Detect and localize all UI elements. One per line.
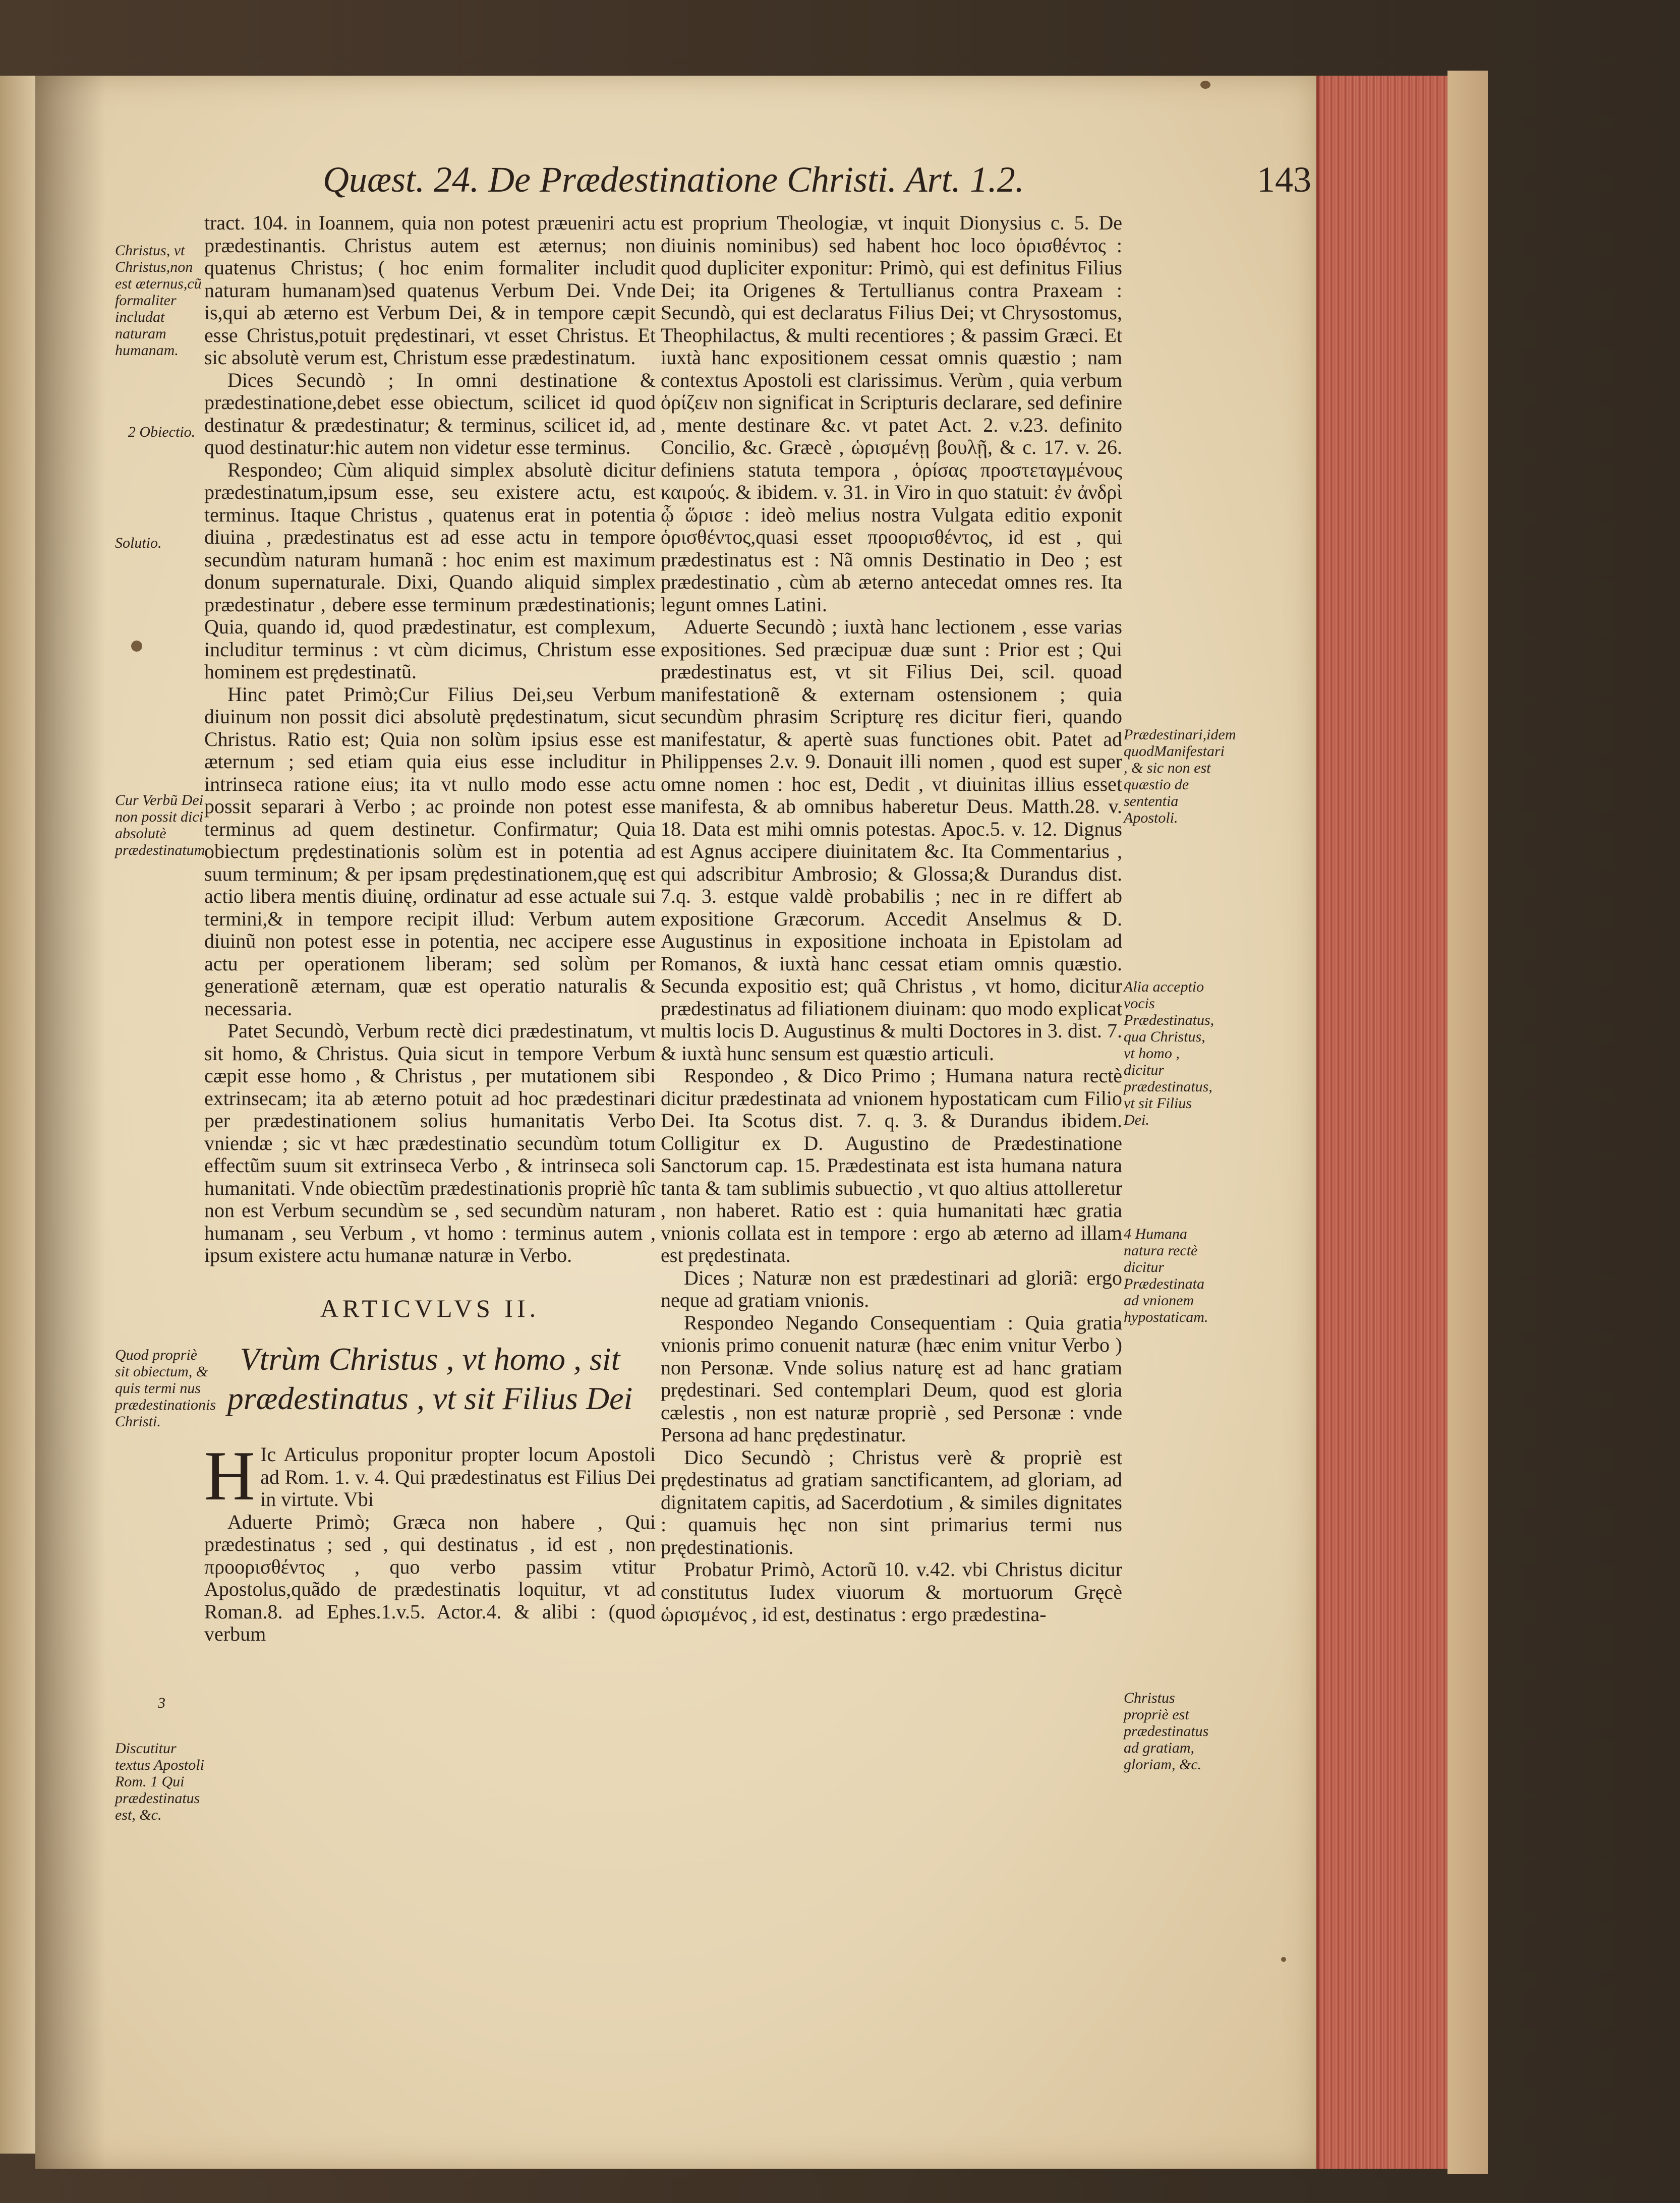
book-cover-edge — [1447, 71, 1488, 2174]
left-text-column — [204, 212, 656, 1646]
running-title: Quæst. 24. De Prædestinatione Christi. Art. 1.2. — [323, 159, 1024, 200]
paragraph: Dico Secundò ; Christus verè & propriè est prędestinatus ad gratiam sanctificantem, ad gloriam, ad dignitatem capitis, ad Sacerdotium , & similes dignitates : quamuis hęc non sint primarius termi nus prędestinationis. — [661, 1445, 1122, 1558]
paragraph: tract. 104. in Ioannem, quia non potest præueniri actu prædestinantis. Christus autem est æternus; non quatenus Christus; ( hoc enim formaliter includit naturam humanam)sed quatenus Verbum Dei. Vnde is,qui ab æterno est Verbum Dei, & in tempore cæpit esse Christus,potuit prędestinari, vt esset Christus. Et sic absolutè verum est, Christum esse prædestinatum. — [204, 211, 656, 369]
margin-note: Alia acceptio vocis Prædestinatus, qua Christus, vt homo , dicitur prædestinatus, vt sit Filius Dei. — [1124, 978, 1214, 1128]
drop-cap: H — [204, 1437, 256, 1515]
ink-spot — [1281, 1957, 1286, 1962]
running-header — [323, 159, 1311, 204]
previous-page-edge — [0, 76, 37, 2154]
paragraph: Hinc patet Primò;Cur Filius Dei,seu Verbum diuinum non possit dici absolutè prędestinatum, sicut Christus. Ratio est; Quia non solùm ipsius esse est æternum ; sed etiam quia eius esse includitur in intrinseca ratione eius; ita vt nullo modo esse actu possit separari à Verbo ; ac proinde non potest esse terminus ad quem destinetur. Confirmatur; Quia obiectum prędestinationis solùm est in potentia ad suum terminum; & per ipsam prędestinationem,quę est actio libera mentis diuinę, ordinatur ad esse actuale sui termini,& in tempore recipit illud: Verbum autem diuinũ non potest esse in potentia, nec accipere esse actu per operationem liberam; sed solùm per generationẽ æternam, quæ est operatio naturalis & necessaria. — [204, 682, 656, 1020]
page-edge-block — [1316, 76, 1451, 2169]
paragraph: Respondeo; Cùm aliquid simplex absolutè dicitur prædestinatum,ipsum esse, seu existere actu, est terminus. Itaque Christus , quatenus erat in potentia diuina , prædestinatus est ad esse actu in tempore secundùm naturam humanã : hoc enim est maximum donum supernaturale. Dixi, Quando aliquid simplex prædestinatur , debere esse terminum prædestinationis; Quia, quando id, quod prædestinatur, est complexum, includitur terminus : vt cùm dicimus, Christum esse hominem est prędestinatũ. — [204, 458, 656, 683]
page-number: 143 — [1257, 159, 1311, 200]
margin-note: Christus propriè est prædestinatus ad gratiam, gloriam, &c. — [1124, 1690, 1209, 1773]
margin-note: Cur Verbũ Dei non possit dici absolutè prædestinatum. — [115, 792, 209, 858]
ink-spot — [131, 641, 142, 652]
paragraph: Dices ; Naturæ non est prædestinari ad gloriã: ergo neque ad gratiam vnionis. — [661, 1266, 1122, 1311]
paragraph: Respondeo Negando Consequentiam : Quia gratia vnionis primo conuenit naturæ (hæc enim vnitur Verbo ) non Personæ. Vnde solius naturę est ad hanc gratiam prędestinari. Sed contemplari Deum, quod est gloria cælestis , non est naturæ propriè , sed Personæ : vnde Persona ad hanc prędestinatur. — [661, 1311, 1122, 1446]
article-heading: ARTICVLVS II. — [320, 1294, 540, 1322]
margin-note: 3 — [158, 1695, 165, 1711]
paragraph: Aduerte Secundò ; iuxtà hanc lectionem , esse varias expositiones. Sed præcipuæ duæ sunt : Prior est ; Qui prædestinatus est, vt sit Filius Dei, scil. quoad manifestationẽ & externam ostensionem ; quia secundùm phrasim Scripturę res dicitur fieri, quando manifestatur, & apertè suas functiones obit. Patet ad Philippenses 2.v. 9. Donauit illi nomen , quod est super omne nomen : hoc est, Dedit , vt diuinitas illius esset manifesta, & ab omnibus haberetur Deus. Matth.28. v. 18. Data est mihi omnis potestas. Apoc.5. v. 12. Dignus est Agnus accipere diuinitatem &c. Ita Commentarius , qui adscribitur Ambrosio; & Glossa;& Durandus dist. 7.q. 3. estque valdè probabilis ; nec in re differt ab expositione Græcorum. Accedit Anselmus & D. Augustinus in expositione inchoata in Epistolam ad Romanos, & iuxtà hanc cessat etiam omnis quæstio. Secunda expositio est; quã Christus , vt homo, dicitur prædestinatus ad filiationem diuinam: quo modo explicat multis locis D. Augustinus & multi Doctores in 3. dist. 7. & iuxtà hunc sensum est quæstio articuli. — [661, 615, 1122, 1065]
paragraph: Respondeo , & Dico Primo ; Humana natura rectè dicitur prædestinata ad vnionem hypostaticam cum Filio Dei. Ita Scotus dist. 7. q. 3. & Durandus ibidem. Colligitur ex D. Augustino de Prædestinatione Sanctorum cap. 15. Prædestinata est ista humana natura tanta & tam sublimis subuectio , vt quo altius attolleretur , non haberet. Ratio est : quia humanitati hæc gratia vnionis collata est in tempore : ergo ab æterno ad illam est prędestinata. — [661, 1064, 1122, 1266]
spine-shadow — [35, 76, 106, 2169]
margin-note: 4 Humana natura rectè dicitur Prædestinata ad vnionem hypostaticam. — [1124, 1226, 1208, 1325]
margin-note: Quod propriè sit obiectum, & quis termi nus prædestinationis Christi. — [115, 1347, 216, 1430]
article-title: Vtrùm Christus , vt homo , sit prædestinatus , vt sit Filius Dei — [227, 1341, 633, 1416]
margin-note: Christus, vt Christus,non est æternus,cũ formaliter includat naturam humanam. — [115, 242, 202, 359]
margin-note: Discutitur textus Apostoli Rom. 1 Qui prædestinatus est, &c. — [115, 1740, 204, 1823]
margin-note: 2 Obiectio. — [128, 424, 196, 440]
margin-note: Solutio. — [115, 535, 162, 551]
paragraph: est proprium Theologiæ, vt inquit Dionysius c. 5. De diuinis nominibus) sed habent hoc loco ὁρισθέντος : quod dupliciter exponitur: Primò, qui est definitus Filius Dei; ita Origenes & Tertullianus contra Praxeam : Secundò, qui est declaratus Filius Dei; vt Chrysostomus, Theophilactus, & multi recentiores ; & passim Græci. Et iuxtà hanc expositionem cessat omnis quæstio ; nam contextus Apostoli est clarissimus. Verùm , quia verbum ὁρίζειν non significat in Scripturis declarare, sed definire , mente destinare &c. vt patet Act. 2. v.23. definito Concilio, &c. Græcè , ὡρισμένῃ βουλῇ, & c. 17. v. 26. definiens statuta tempora , ὁρίσας προστεταγμένους καιρούς. & ibidem. v. 31. in Viro in quo statuit: ἐν ἀνδρὶ ᾧ ὥρισε : ideò melius nostra Vulgata editio exponit ὁρισθέντος,quasi esset προορισθέντος, id est , qui prædestinatus est : Nã omnis Destinatio in Deo ; est prædestinatio , cùm ab æterno antecedat omnes res. Ita legunt omnes Latini. — [661, 211, 1122, 616]
right-text-column — [661, 212, 1122, 1626]
paragraph: Aduerte Primò; Græca non habere , Qui prædestinatus ; sed , qui destinatus , id est , non προορισθέντος , quo verbo passim vtitur Apostolus,quãdo de prædestinatis loquitur, vt ad Roman.8. ad Ephes.1.v.5. Actor.4. & alibi : (quod verbum — [204, 1510, 656, 1645]
margin-note: Prædestinari,idem quodManifestari , & sic non est quæstio de sententia Apostoli. — [1124, 726, 1236, 826]
paragraph: Patet Secundò, Verbum rectè dici prædestinatum, vt sit homo, & Christus. Quia sicut in tempore Verbum cæpit esse homo , & Christus , per mutationem sibi extrinsecam; ita ab æterno potuit ad hoc prædestinari per prædestinationem solius humanitatis Verbo vniendæ ; sic vt hæc prædestinatio secundùm totum effectũm suum sit extrinseca Verbo , & intrinseca soli humanitati. Vnde obiectũm prædestinationis propriè hîc non est Verbum secundùm se , sed secundùm naturam humanam , seu Verbum , vt homo : terminus autem , ipsum existere actu humanæ naturæ in Verbo. — [204, 1019, 656, 1266]
ink-spot — [1200, 81, 1210, 89]
paragraph: Ic Articulus proponitur propter locum Apostoli ad Rom. 1. v. 4. Qui prædestinatus est Filius Dei in virtute. Vbi — [260, 1443, 656, 1511]
paragraph: Dices Secundò ; In omni destinatione & prædestinatione,debet esse obiectum, scilicet id quod destinatur & prædestinatur; & terminus, scilicet id, ad quod destinatur:hic autem non videtur esse terminus. — [204, 368, 656, 458]
paragraph: Probatur Primò, Actorũ 10. v.42. vbi Christus dicitur constitutus Iudex viuorum & mortuorum Gręcè ὡρισμένος , id est, destinatus : ergo prædestina- — [661, 1558, 1122, 1626]
